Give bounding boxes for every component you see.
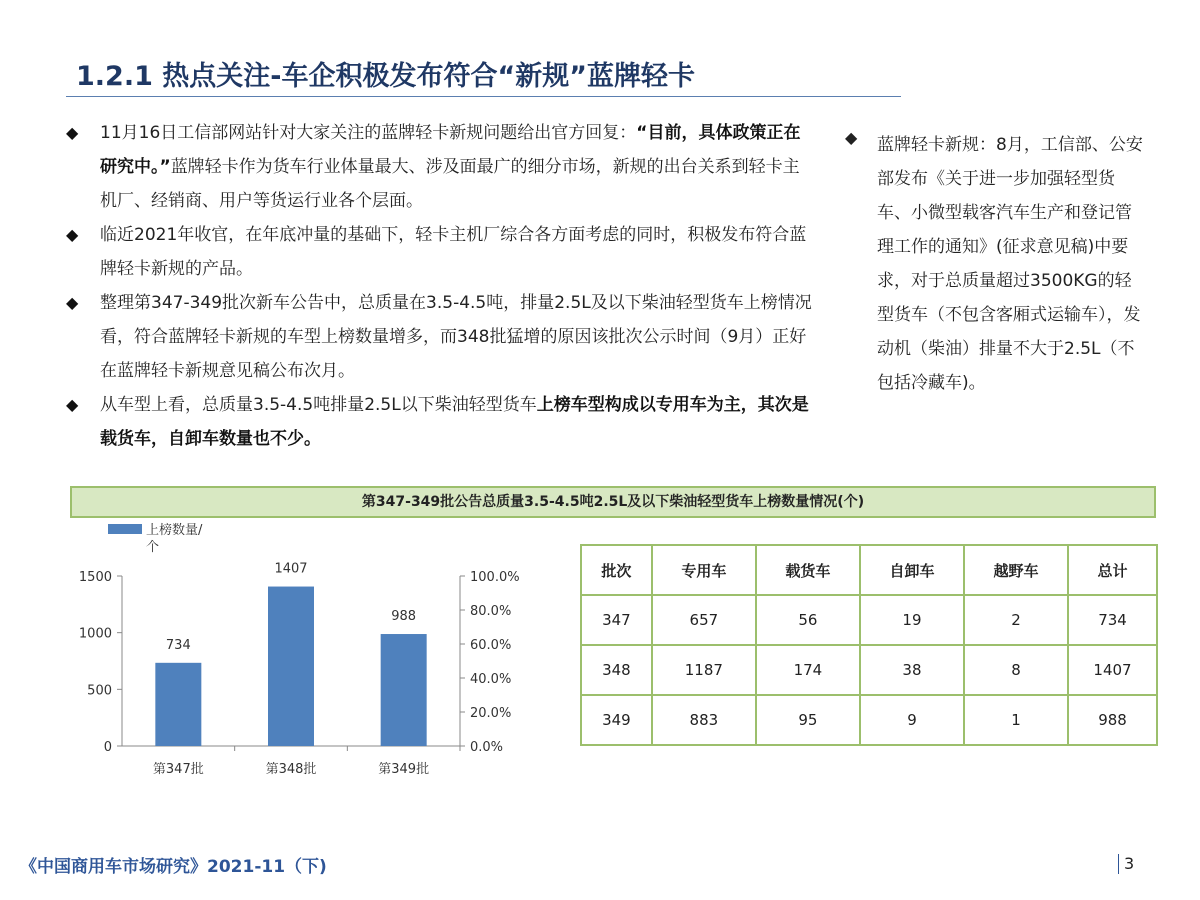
y2-tick-label: 20.0% — [470, 706, 512, 721]
y2-tick-label: 0.0% — [470, 740, 504, 755]
table-cell: 883 — [652, 695, 756, 745]
bullet-list — [66, 116, 816, 456]
y2-tick-label: 40.0% — [470, 672, 512, 687]
table-cell: 8 — [964, 645, 1068, 695]
y-tick-label: 1000 — [78, 626, 112, 642]
title-divider — [66, 96, 901, 97]
data-label: 1407 — [274, 561, 308, 577]
y-tick-label: 0 — [103, 740, 112, 755]
bullet-text: 整理第347-349批次新车公告中，总质量在3.5-4.5吨，排量2.5L及以下柴油轻型货车上榜情况看，符合蓝牌轻卡新规的车型上榜数量增多，而348批猛增的原因该批次公示时间（9月）正好在蓝牌轻卡新规意见稿公布次月。 — [100, 293, 812, 381]
diamond-bullet-icon: ◆ — [66, 225, 79, 244]
table-cell: 1187 — [652, 645, 756, 695]
table-header-row — [581, 545, 1157, 595]
side-note-text: 蓝牌轻卡新规：8月，工信部、公安部发布《关于进一步加强轻型货车、小微型载客汽车生产和登记管理工作的通知》(征求意见稿)中要求，对于总质量超过3500KG的轻型货车（不包含客厢式运输车），发动机（柴油）排量不大于2.5L（不包括冷藏车)。 — [877, 135, 1143, 393]
table-cell: 9 — [860, 695, 964, 745]
table-header-cell: 载货车 — [756, 545, 860, 595]
diamond-bullet-icon: ◆ — [66, 123, 79, 142]
y-tick-label: 500 — [87, 683, 112, 699]
table-header-cell: 自卸车 — [860, 545, 964, 595]
table-cell: 988 — [1068, 695, 1157, 745]
y2-tick-label: 100.0% — [470, 570, 520, 585]
y2-tick-label: 60.0% — [470, 638, 512, 653]
table-header-cell: 批次 — [581, 545, 652, 595]
diamond-bullet-icon: ◆ — [845, 128, 858, 147]
table-cell: 56 — [756, 595, 860, 645]
bullet-text: 蓝牌轻卡作为货车行业体量最大、涉及面最广的细分市场，新规的出台关系到轻卡主机厂、经销商、用户等货运行业各个层面。 — [100, 157, 800, 211]
page-number: 3 — [1118, 854, 1134, 874]
data-label: 734 — [165, 637, 191, 653]
bullet-item — [66, 116, 816, 218]
bar-chart — [70, 520, 550, 790]
bar — [155, 663, 201, 746]
y-tick-label: 1500 — [78, 570, 112, 585]
bullet-text: 11月16日工信部网站针对大家关注的蓝牌轻卡新规问题给出官方回复： — [100, 123, 637, 143]
footer-publication: 《中国商用车市场研究》2021-11（下) — [20, 857, 327, 877]
bullet-text: 临近2021年收官，在年底冲量的基础下，轻卡主机厂综合各方面考虑的同时，积极发布符合蓝牌轻卡新规的产品。 — [100, 225, 807, 279]
diamond-bullet-icon: ◆ — [66, 293, 79, 312]
bar — [381, 634, 427, 746]
table-header-cell: 总计 — [1068, 545, 1157, 595]
page-title: 1.2.1 热点关注-车企积极发布符合“新规”蓝牌轻卡 — [76, 61, 695, 92]
table-cell: 734 — [1068, 595, 1157, 645]
table-cell: 174 — [756, 645, 860, 695]
bullet-text: 上榜车型构成以专用车为主，其次是载货车，自卸车数量也不少。 — [100, 395, 809, 449]
table-cell: 95 — [756, 695, 860, 745]
legend-label: 上榜数量/ — [146, 523, 203, 538]
bar — [268, 587, 314, 746]
table-row — [581, 695, 1157, 745]
bullet-text: “目前，具体政策正在研究中。” — [100, 123, 801, 177]
table-cell: 2 — [964, 595, 1068, 645]
legend-label: 个 — [146, 540, 160, 555]
table-cell: 38 — [860, 645, 964, 695]
bullet-item — [66, 218, 816, 286]
data-label: 988 — [391, 609, 417, 625]
table-cell: 347 — [581, 595, 652, 645]
side-note — [845, 128, 1145, 400]
chart-banner-title: 第347-349批公告总质量3.5-4.5吨2.5L及以下柴油轻型货车上榜数量情况(个) — [70, 486, 1156, 518]
table-row — [581, 595, 1157, 645]
table-cell: 19 — [860, 595, 964, 645]
bullet-item — [66, 388, 816, 456]
bullet-text: 从车型上看，总质量3.5-4.5吨排量2.5L以下柴油轻型货车 — [100, 395, 537, 415]
table-header-cell: 越野车 — [964, 545, 1068, 595]
data-table — [580, 544, 1158, 746]
table-cell: 348 — [581, 645, 652, 695]
x-tick-label: 第347批 — [152, 762, 204, 777]
bullet-item — [66, 286, 816, 388]
x-tick-label: 第349批 — [378, 762, 430, 777]
legend-swatch — [108, 524, 142, 534]
y2-tick-label: 80.0% — [470, 604, 512, 619]
table-cell: 1407 — [1068, 645, 1157, 695]
x-tick-label: 第348批 — [265, 762, 317, 777]
table-cell: 349 — [581, 695, 652, 745]
diamond-bullet-icon: ◆ — [66, 395, 79, 414]
table-header-cell: 专用车 — [652, 545, 756, 595]
table-cell: 1 — [964, 695, 1068, 745]
table-row — [581, 645, 1157, 695]
table-cell: 657 — [652, 595, 756, 645]
